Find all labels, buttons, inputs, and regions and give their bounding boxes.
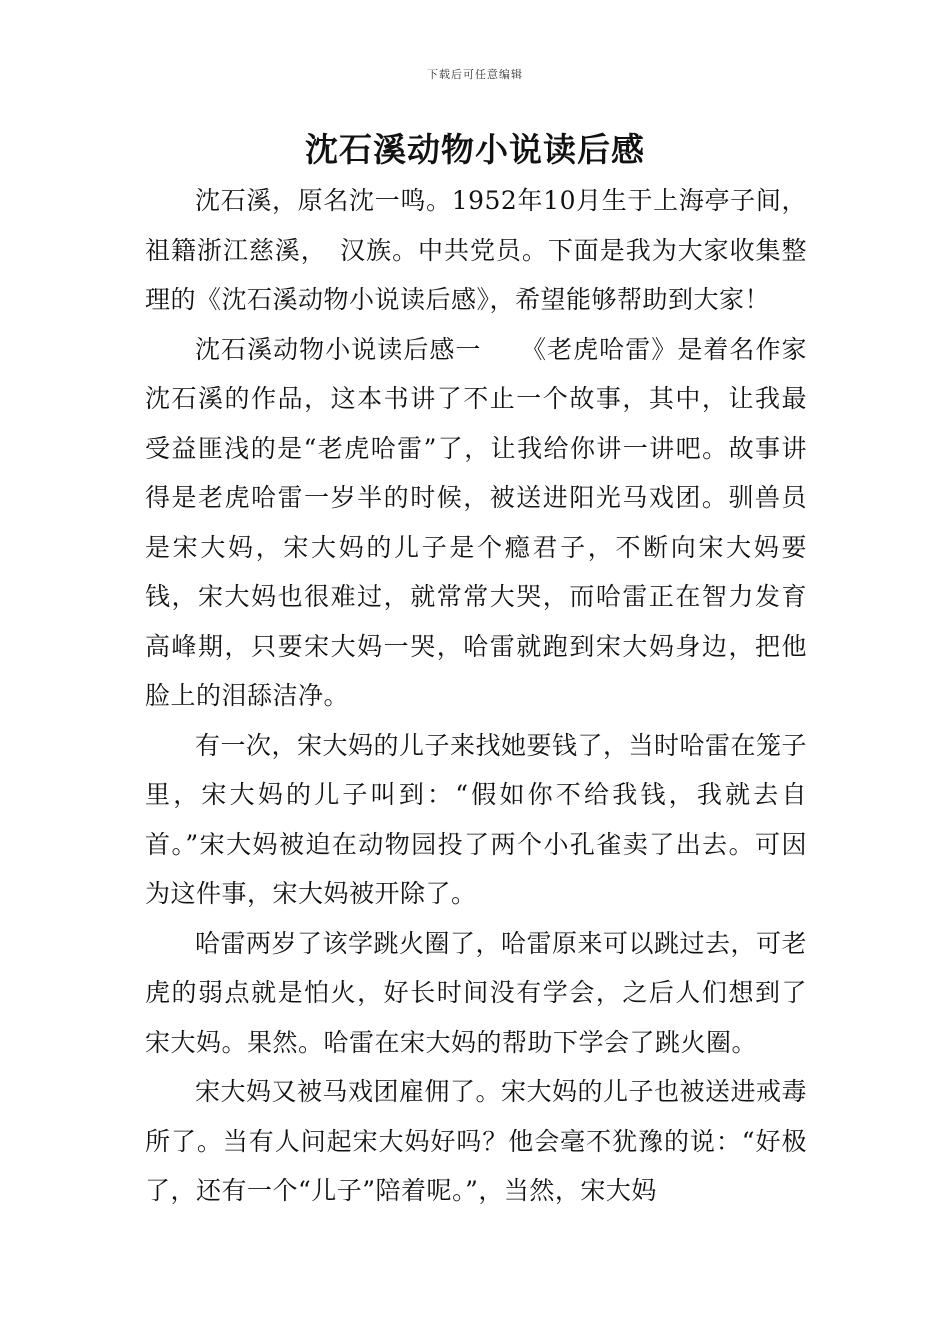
header-note: 下载后可任意编辑 (427, 68, 523, 81)
paragraph-fire-ring: 哈雷两岁了该学跳火圈了，哈雷原来可以跳过去，可老虎的弱点就是怕火，好长时间没有学会，之后人们想到了宋大妈。果然。哈雷在宋大妈的帮助下学会了跳火圈。 (145, 928, 808, 1057)
page-title: 沈石溪动物小说读后感 (305, 130, 645, 169)
paragraph-rehired: 宋大妈又被马戏团雇佣了。宋大妈的儿子也被送进戒毒所了。当有人问起宋大妈好吗？他会毫不犹豫的说：“好极了，还有一个“儿子”陪着呢。”，当然，宋大妈 (145, 1077, 808, 1205)
paragraph-intro: 沈石溪，原名沈一鸣。1952年10月生于上海亭子间，祖籍浙江慈溪， 汉族。中共党员。下面是我为大家收集整理的《沈石溪动物小说读后感》，希望能够帮助到大家！ (145, 186, 807, 314)
document-body (145, 176, 807, 1216)
paragraph-money-incident: 有一次，宋大妈的儿子来找她要钱了，当时哈雷在笼子里，宋大妈的儿子叫到：“假如你不给我钱，我就去自首。”宋大妈被迫在动物园投了两个小孔雀卖了出去。可因为这件事，宋大妈被开除了。 (145, 730, 808, 908)
paragraph-review-one: 沈石溪动物小说读后感一 《老虎哈雷》是着名作家沈石溪的作品，这本书讲了不止一个故事，其中，让我最受益匪浅的是“老虎哈雷”了，让我给你讲一讲吧。故事讲得是老虎哈雷一岁半的时候，被送进阳光马戏团。驯兽员是宋大妈，宋大妈的儿子是个瘾君子，不断向宋大妈要钱，宋大妈也很难过，就常常大哭，而哈雷正在智力发育高峰期，只要宋大妈一哭，哈雷就跑到宋大妈身边，把他脸上的泪舔洁净。 (145, 334, 807, 710)
